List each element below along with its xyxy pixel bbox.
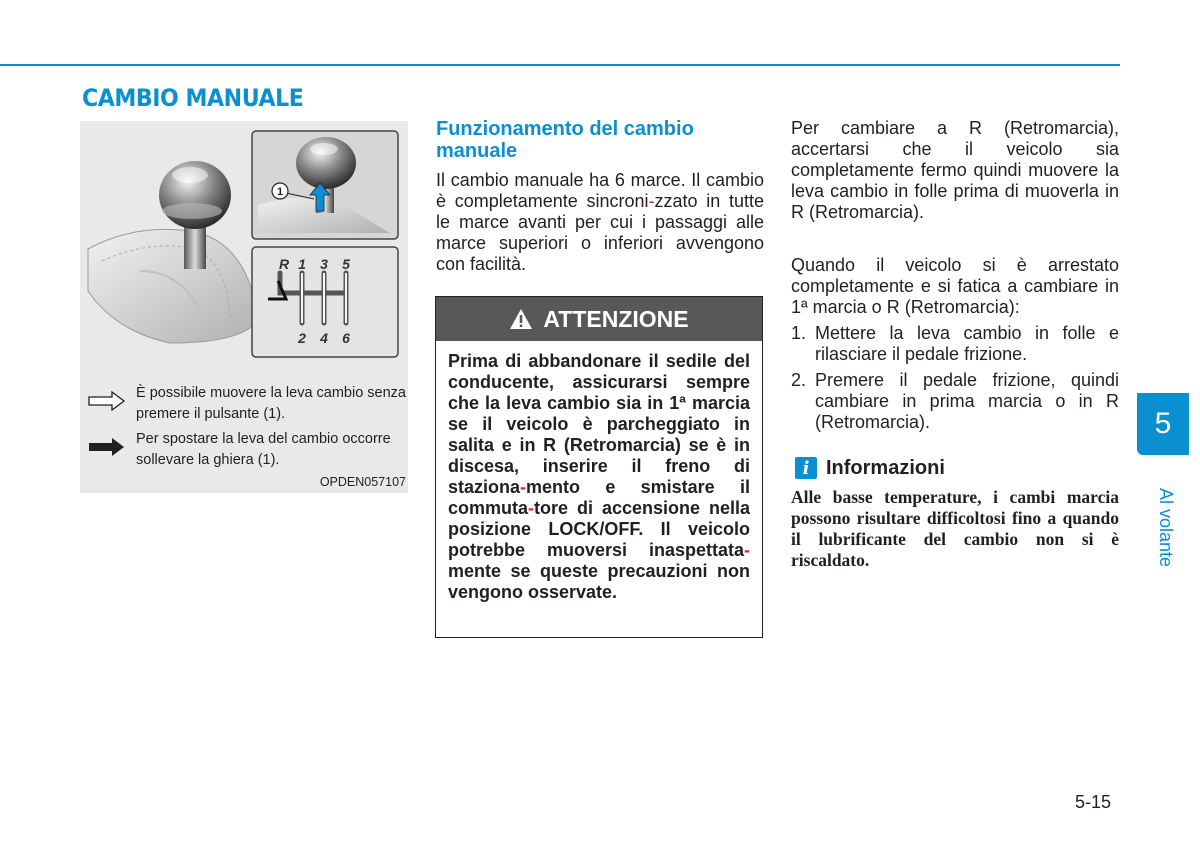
info-icon: i [795,457,817,479]
legend-item-outline [88,383,406,427]
solid-arrow-icon [88,437,126,457]
warning-header [436,297,762,341]
intro-paragraph: Il cambio manuale ha 6 marce. Il cambio è completamente sincroni-zzato in tutte le marce avanti per cui i passaggi alle marce superiori o inferiori avvengono con facilità. [436,170,764,274]
gear-label-r: R [278,256,290,272]
info-title: Informazioni [826,456,945,479]
warning-text: Prima di abbandonare il sedile del conducente, assicurarsi sempre che la leva cambio sia in 1ª marcia se il veicolo è parcheggiato in salita e in R (Retromarcia) se è in discesa, inserire il freno di staziona-mento e smistare il commuta-tore di accensione nella posizione LOCK/OFF. Il veicolo potrebbe muoversi inaspettata-mente se queste precauzioni non vengono osservate. [448,351,750,602]
gear-lever-illustration [80,121,408,373]
list-item: 1. Mettere la leva cambio in folle e rilasciare il pedale frizione. [791,323,1119,364]
gear-label-1: 1 [298,256,306,272]
info-text: Alle basse temperature, i cambi marcia possono risultare difficoltosi fino a quando il lubrificante del cambio non si è riscaldato. [791,487,1119,570]
outline-arrow-icon [88,391,126,411]
list-item: 2. Premere il pedale frizione, quindi cambiare in prima marcia o in R (Retromarcia). [791,370,1119,432]
chapter-tab: 5 [1137,393,1189,455]
gear-label-3: 3 [320,256,328,272]
gear-lever-figure [80,121,408,493]
top-rule [0,64,1120,66]
legend-text-outline: È possibile muovere la leva cambio senza premere il pulsante (1). [136,385,406,422]
figure-code: OPDEN057107 [319,475,406,489]
info-heading [791,457,1119,479]
legend-text-solid: Per spostare la leva del cambio occorre sollevare la ghiera (1). [136,431,391,468]
legend-item-solid [88,429,406,473]
gear-label-2: 2 [298,330,306,346]
steps-list [791,323,1119,433]
section-title: CAMBIO MANUALE [82,84,304,112]
column-2 [436,118,764,275]
warning-triangle-icon [509,308,533,330]
callout-number: 1 [276,186,284,198]
warning-title: ATTENZIONE [543,305,689,332]
chapter-label: Al volante [1156,488,1176,568]
gear-label-4: 4 [320,330,328,346]
page-number: 5-15 [1075,792,1112,812]
gear-label-6: 6 [342,330,350,346]
reverse-paragraph: Per cambiare a R (Retromarcia), accertarsi che il veicolo sia completamente fermo quindi muovere la leva cambio in folle prima di muoverla in R (Retromarcia). [791,118,1119,222]
stuck-paragraph: Quando il veicolo si è arrestato completamente e si fatica a cambiare in 1ª marcia o R (Retromarcia): [791,255,1119,317]
column-3 [791,118,1119,571]
gear-label-5: 5 [342,256,350,272]
warning-box [435,296,763,638]
sub-heading: Funzionamento del cambio manuale [436,118,694,162]
